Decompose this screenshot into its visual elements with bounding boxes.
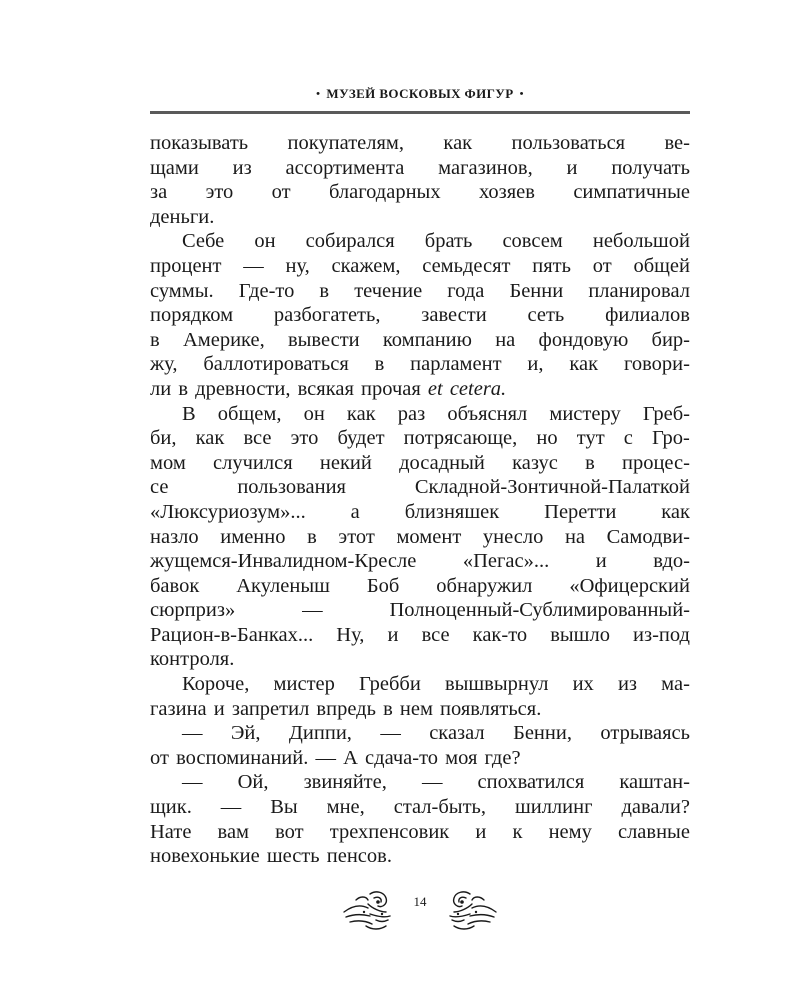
word: Самодви- xyxy=(606,525,690,548)
word: казус xyxy=(512,451,558,474)
header-rule xyxy=(150,111,690,114)
word: отрываясь xyxy=(600,722,690,745)
word: «Люксуриозум»... xyxy=(150,500,306,523)
bullet-right-icon: • xyxy=(519,88,524,100)
word: славные xyxy=(617,820,690,843)
word: это xyxy=(290,427,319,450)
word: ассортимента xyxy=(285,156,405,179)
word: в xyxy=(150,328,160,351)
word: мом xyxy=(150,451,186,474)
word: контроля. xyxy=(150,648,235,671)
text-line xyxy=(150,820,690,845)
word: раз xyxy=(397,402,426,425)
word: сказал xyxy=(429,722,485,745)
word: ли xyxy=(150,377,172,400)
word: ма- xyxy=(661,673,690,696)
word: показывать xyxy=(150,132,249,154)
word: благодарных xyxy=(328,181,441,204)
word: процес- xyxy=(621,451,690,474)
text-line xyxy=(150,475,690,500)
text-line xyxy=(150,500,690,525)
word: как xyxy=(195,427,225,450)
word: — xyxy=(243,254,264,277)
word: звиняйте, xyxy=(303,771,387,794)
word: нем xyxy=(399,697,433,720)
word: суммы. xyxy=(150,279,214,302)
word: объяснял xyxy=(447,402,528,425)
word: унесло xyxy=(482,525,544,548)
word: вдо- xyxy=(653,550,690,573)
word: хозяев xyxy=(478,181,535,204)
word: ве- xyxy=(664,132,690,154)
word: и xyxy=(387,623,399,646)
word: трехпенсовик xyxy=(329,820,450,843)
word: вам xyxy=(217,820,250,843)
text-line xyxy=(150,402,690,427)
word: ну, xyxy=(285,254,310,277)
word: — xyxy=(315,746,336,769)
word: и, xyxy=(527,353,544,376)
word: мне, xyxy=(326,796,365,819)
word: семьдесят xyxy=(422,254,511,277)
word: Складной-Зонтичной-Палаткой xyxy=(414,476,690,499)
word: как xyxy=(661,500,690,523)
word: но xyxy=(536,427,558,450)
word: он xyxy=(303,402,325,425)
word: близняшек xyxy=(404,500,500,523)
word: всякая xyxy=(297,377,354,400)
word: случился xyxy=(213,451,293,474)
word: «Офицерский xyxy=(569,574,690,597)
word: из xyxy=(617,673,638,696)
word: мистеру xyxy=(549,402,621,425)
word: Диппи, xyxy=(288,722,352,745)
text-line xyxy=(150,131,690,156)
word: Ну, xyxy=(336,623,365,646)
text-line xyxy=(150,451,690,476)
word: et xyxy=(427,377,443,400)
word: компанию xyxy=(382,328,472,351)
word: би, xyxy=(150,427,177,450)
word: из xyxy=(232,156,252,179)
word: все xyxy=(243,427,272,450)
word: порядком xyxy=(150,304,234,327)
word: на xyxy=(495,328,516,351)
word: Себе xyxy=(182,230,225,253)
word: давали? xyxy=(621,796,690,819)
word: в xyxy=(307,525,317,548)
word: впредь xyxy=(316,697,376,720)
word: сдача-то xyxy=(365,746,439,769)
folio xyxy=(340,884,500,934)
word: а xyxy=(350,500,360,523)
word: сеть xyxy=(527,304,565,327)
word: все xyxy=(421,623,450,646)
word: в xyxy=(178,377,189,400)
text-line xyxy=(150,647,690,672)
word: и xyxy=(213,697,225,720)
text-line xyxy=(150,205,690,230)
word: деньги. xyxy=(150,205,215,228)
word: пенсов. xyxy=(326,845,392,868)
word: от xyxy=(271,181,291,204)
word: магазинов, xyxy=(438,156,533,179)
word: газина xyxy=(150,697,207,720)
word: Вы xyxy=(270,796,298,819)
text-line xyxy=(150,795,690,820)
word: именно xyxy=(220,525,286,548)
text-line xyxy=(150,672,690,697)
word: как xyxy=(346,402,376,425)
word: — xyxy=(302,599,323,622)
text-line xyxy=(150,574,690,599)
word: и xyxy=(475,820,487,843)
word: Америке, xyxy=(182,328,265,351)
word: жущемся-Инвалидном-Кресле xyxy=(150,550,417,573)
word: это xyxy=(205,181,234,204)
word: Гребби xyxy=(359,673,421,696)
word: общей xyxy=(633,254,690,277)
text-line xyxy=(150,156,690,181)
text-line xyxy=(150,328,690,353)
word: с xyxy=(623,427,633,450)
word: баллотироваться xyxy=(203,353,349,376)
word: щами xyxy=(150,156,199,179)
word: Где-то xyxy=(238,279,295,302)
text-line xyxy=(150,844,690,869)
text-line xyxy=(150,598,690,623)
word: парламент xyxy=(410,353,502,376)
word: бавок xyxy=(150,574,200,597)
word: Боб xyxy=(366,574,400,597)
word: фондовую xyxy=(538,328,629,351)
word: пользоваться xyxy=(511,132,626,154)
word: филиалов xyxy=(605,304,690,327)
word: где? xyxy=(484,746,521,769)
word: Греб- xyxy=(642,402,690,425)
text-line xyxy=(150,770,690,795)
word: щик. xyxy=(150,796,192,819)
word: нему xyxy=(548,820,592,843)
word: небольшой xyxy=(592,230,690,253)
word: планировал xyxy=(588,279,690,302)
word: появляться. xyxy=(440,697,542,720)
word: новехонькие xyxy=(150,845,260,868)
word: бир- xyxy=(651,328,690,351)
word: течение xyxy=(354,279,423,302)
word: В xyxy=(182,402,196,425)
word: потрясающе, xyxy=(403,427,518,450)
text-line xyxy=(150,254,690,279)
word: в xyxy=(374,353,385,376)
word: этот xyxy=(338,525,375,548)
word: пользования xyxy=(237,476,346,499)
word: cetera. xyxy=(449,377,507,400)
word: древности, xyxy=(195,377,291,400)
text-line xyxy=(150,746,690,771)
running-head-title: МУЗЕЙ ВОСКОВЫХ ФИГУР xyxy=(326,86,514,101)
word: в xyxy=(319,279,330,302)
word: вышло xyxy=(550,623,610,646)
word: се xyxy=(150,476,169,499)
word: в xyxy=(585,451,595,474)
word: Бенни, xyxy=(513,722,572,745)
page-number: 14 xyxy=(413,894,427,909)
word: брать xyxy=(424,230,473,253)
word: за xyxy=(150,181,168,204)
word: некий xyxy=(319,451,372,474)
word: на xyxy=(564,525,586,548)
word: их xyxy=(572,673,594,696)
word: Эй, xyxy=(230,722,261,745)
word: пять xyxy=(532,254,571,277)
text-line xyxy=(150,525,690,550)
word: разбогатеть, xyxy=(273,304,381,327)
word: Перетти xyxy=(544,500,617,523)
word: вышвырнул xyxy=(444,673,549,696)
word: получать xyxy=(611,156,690,179)
text-line xyxy=(150,303,690,328)
word: «Пегас»... xyxy=(462,550,550,573)
word: обнаружил xyxy=(436,574,533,597)
word: от xyxy=(150,746,169,769)
word: шиллинг xyxy=(514,796,593,819)
word: собирался xyxy=(305,230,395,253)
word: вывести xyxy=(287,328,360,351)
word: Гро- xyxy=(651,427,690,450)
text-line xyxy=(150,426,690,451)
word: каштан- xyxy=(619,771,690,794)
word: и xyxy=(566,156,578,179)
word: завести xyxy=(421,304,487,327)
word: — xyxy=(182,771,203,794)
word: мистер xyxy=(273,673,335,696)
word: и xyxy=(595,550,607,573)
word: из-под xyxy=(633,623,690,646)
word: процент xyxy=(150,254,222,277)
word: сюрприз» xyxy=(150,599,236,622)
word: будет xyxy=(337,427,385,450)
word: в xyxy=(383,697,393,720)
text-line xyxy=(150,377,690,402)
text-line xyxy=(150,721,690,746)
word: — xyxy=(220,796,242,819)
word: назло xyxy=(150,525,199,548)
word: Нате xyxy=(150,820,192,843)
word: к xyxy=(512,820,523,843)
word: — xyxy=(421,771,443,794)
word: покупателям, xyxy=(287,132,405,154)
word: моя xyxy=(445,746,478,769)
word: жу, xyxy=(150,353,178,376)
word: А xyxy=(343,746,358,769)
word: Рацион-в-Банках... xyxy=(150,623,314,646)
word: — xyxy=(182,722,203,745)
word: общем, xyxy=(217,402,282,425)
text-line xyxy=(150,229,690,254)
word: досадный xyxy=(399,451,485,474)
word: Короче, xyxy=(182,673,250,696)
word: он xyxy=(254,230,276,253)
text-line xyxy=(150,352,690,377)
bullet-left-icon: • xyxy=(316,88,321,100)
floral-ornament-left-icon xyxy=(340,884,394,932)
text-line xyxy=(150,549,690,574)
text-line xyxy=(150,279,690,304)
word: — xyxy=(380,722,401,745)
word: совсем xyxy=(502,230,563,253)
text-line xyxy=(150,623,690,648)
word: говори- xyxy=(623,353,690,376)
word: Ой, xyxy=(237,771,269,794)
word: спохватился xyxy=(477,771,585,794)
word: вот xyxy=(275,820,304,843)
word: воспоминаний. xyxy=(176,746,309,769)
word: стал-быть, xyxy=(393,796,486,819)
word: года xyxy=(447,279,485,302)
word: момент xyxy=(396,525,462,548)
word: как xyxy=(569,353,599,376)
text-line xyxy=(150,180,690,205)
word: Акуленыш xyxy=(236,574,330,597)
word: запретил xyxy=(231,697,310,720)
floral-ornament-right-icon xyxy=(446,884,500,932)
word: прочая xyxy=(361,377,421,400)
running-head xyxy=(150,86,690,102)
word: тут xyxy=(576,427,605,450)
word: симпатичные xyxy=(573,181,690,204)
word: от xyxy=(592,254,612,277)
word: шесть xyxy=(266,845,320,868)
body-text xyxy=(150,131,690,869)
word: скажем, xyxy=(331,254,401,277)
word: как xyxy=(443,132,473,154)
word: Полноценный-Сублимированный- xyxy=(389,599,690,622)
word: Бенни xyxy=(509,279,564,302)
text-line xyxy=(150,697,690,722)
word: как-то xyxy=(472,623,528,646)
